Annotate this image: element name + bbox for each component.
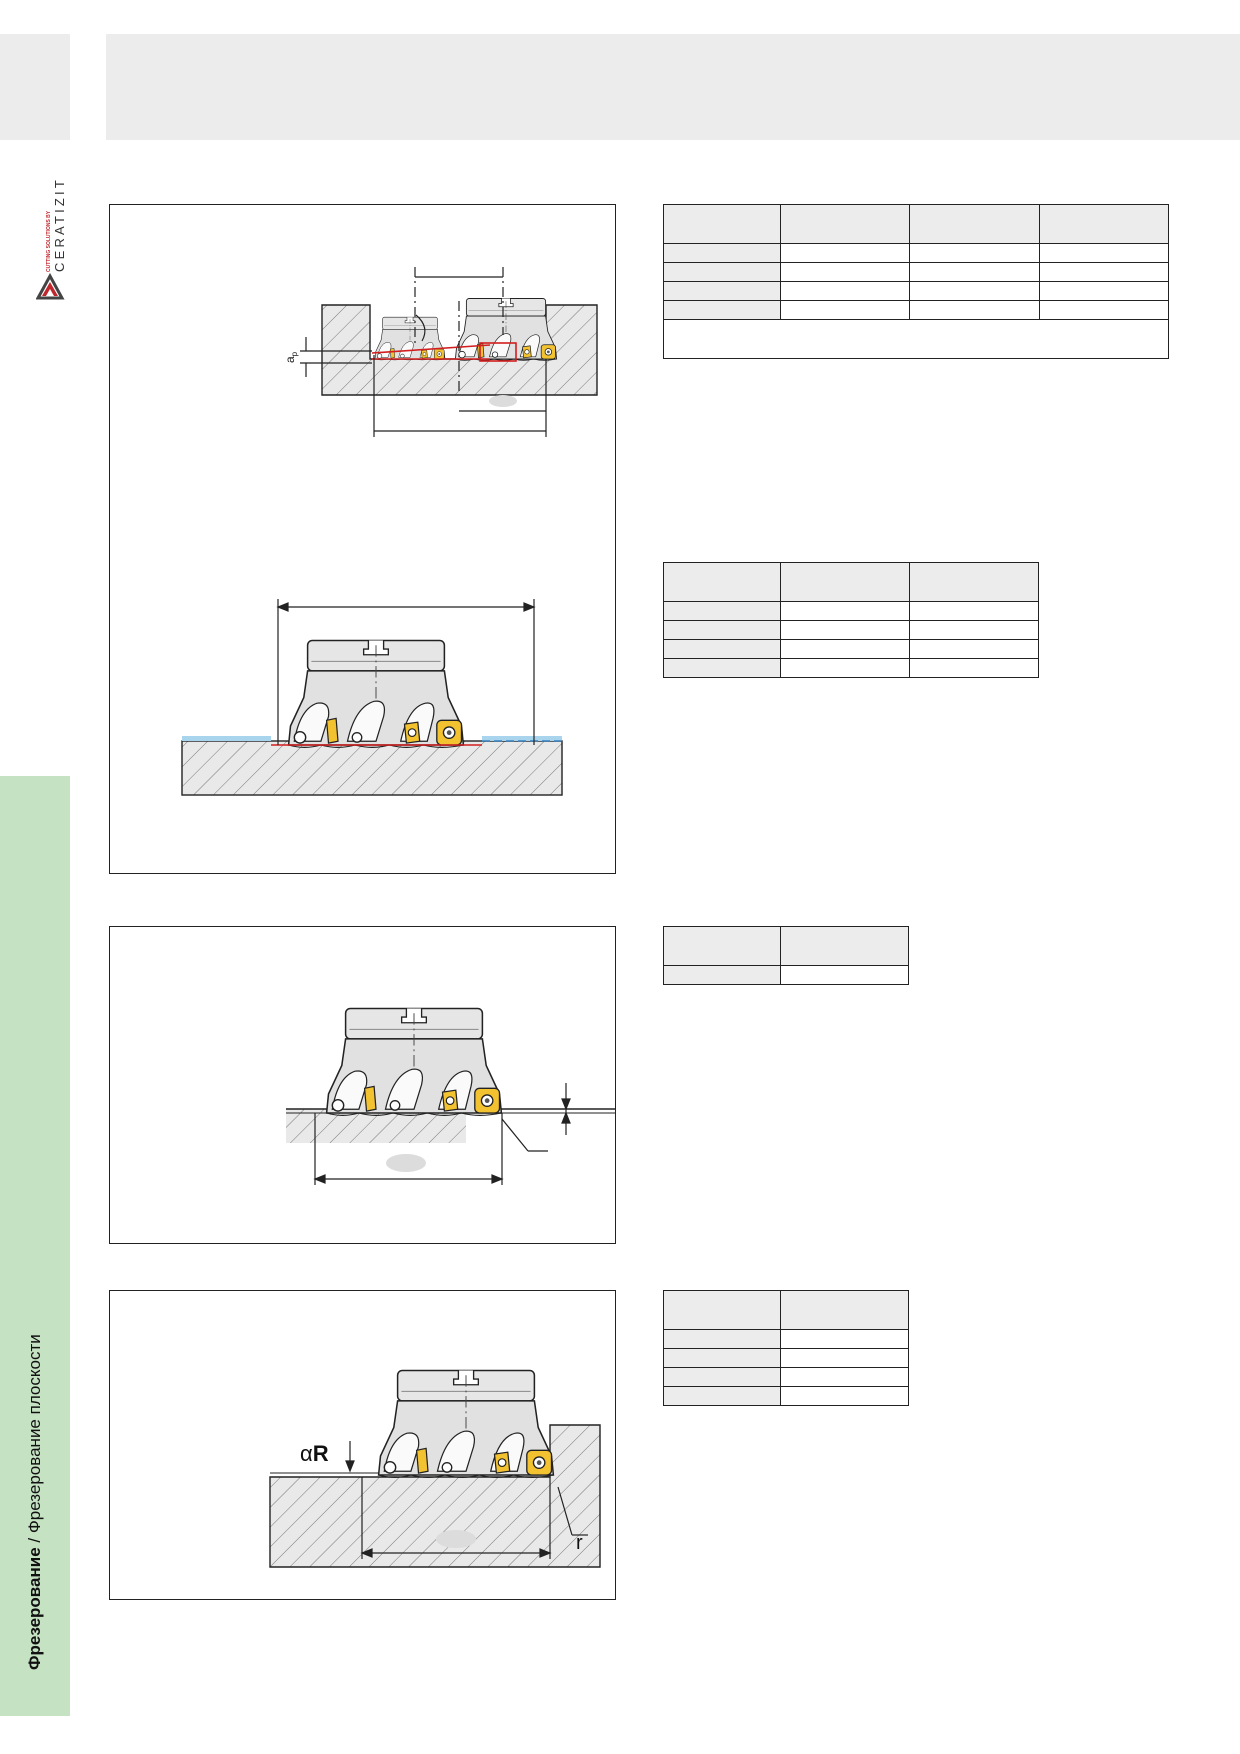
table-cell — [664, 927, 781, 966]
table-cell — [781, 244, 910, 263]
alpha-r-label: αR — [300, 1441, 329, 1466]
cutter-small-left — [375, 317, 445, 360]
table-cell — [781, 263, 910, 282]
diagram-face-milling-shoulder-depth — [109, 926, 616, 1244]
table-row — [664, 263, 1169, 282]
spec-table-2 — [663, 562, 1039, 678]
table-cell — [1039, 263, 1168, 282]
table-cell — [664, 1291, 781, 1330]
table-cell — [781, 563, 910, 602]
table-cell — [664, 263, 781, 282]
table-cell — [664, 1387, 781, 1406]
table-row — [664, 659, 1039, 678]
table-row — [664, 301, 1169, 320]
table-cell — [664, 1349, 781, 1368]
table-cell — [910, 621, 1039, 640]
table-header-row — [664, 1291, 909, 1330]
cutter-small-right — [455, 299, 556, 361]
table-cell — [664, 301, 781, 320]
table-cell — [664, 1330, 781, 1349]
table-cell — [781, 966, 909, 985]
table-cell — [664, 320, 1169, 359]
table-cell — [664, 205, 781, 244]
table-row — [664, 640, 1039, 659]
depth-label-ap: $a_p$ — [283, 351, 299, 363]
diagram-face-milling-corner-radius — [109, 1290, 616, 1600]
table-cell — [664, 640, 781, 659]
spec-table-1 — [663, 204, 1169, 359]
table-cell — [781, 301, 910, 320]
table-cell — [1039, 244, 1168, 263]
table-cell — [781, 205, 910, 244]
table-cell — [664, 244, 781, 263]
table-cell — [1039, 282, 1168, 301]
table-cell — [910, 563, 1039, 602]
table-cell — [910, 602, 1039, 621]
face-mill-cutter — [289, 641, 464, 748]
ceratizit-mark-icon — [38, 276, 62, 298]
spec-table-3 — [663, 926, 909, 985]
placeholder-oval — [489, 395, 517, 407]
table-cell — [910, 282, 1039, 301]
chapter-title-bold: Фрезерование — [25, 1547, 44, 1670]
table-header-row — [664, 927, 909, 966]
table-row — [664, 244, 1169, 263]
table-cell — [910, 244, 1039, 263]
table-cell — [781, 282, 910, 301]
placeholder-oval — [436, 1530, 476, 1548]
placeholder-oval — [386, 1154, 426, 1172]
table-header-row — [664, 563, 1039, 602]
chapter-title-separator: / — [25, 1533, 44, 1548]
table-cell — [781, 602, 910, 621]
table-cell — [910, 640, 1039, 659]
table-cell — [664, 659, 781, 678]
table-cell — [910, 263, 1039, 282]
table-row — [664, 1349, 909, 1368]
table-cell — [781, 640, 910, 659]
table-cell — [664, 602, 781, 621]
table-cell — [664, 563, 781, 602]
radius-label-r: r — [576, 1532, 583, 1554]
table-cell — [664, 282, 781, 301]
chapter-subtitle: Фрезерование плоскости — [25, 1334, 44, 1534]
face-mill-cutter — [379, 1371, 554, 1478]
table-cell — [781, 927, 909, 966]
table-cell — [910, 205, 1039, 244]
diagram-ramping-face-milling — [109, 204, 616, 874]
brand-tagline: CUTTING SOLUTIONS BY — [46, 210, 52, 272]
table-cell — [910, 301, 1039, 320]
ceratizit-logo — [36, 150, 76, 302]
table-cell — [781, 621, 910, 640]
table-row — [664, 621, 1039, 640]
sidebar-top-panel — [0, 34, 70, 140]
table-cell — [781, 1330, 909, 1349]
sidebar-chapter-title — [20, 770, 50, 1670]
face-mill-cutter — [327, 1009, 502, 1116]
table-cell — [781, 1387, 909, 1406]
table-cell — [664, 966, 781, 985]
table-row — [664, 966, 909, 985]
table-row — [664, 1368, 909, 1387]
table-cell — [1039, 301, 1168, 320]
table-cell — [664, 621, 781, 640]
spec-table-4 — [663, 1290, 909, 1406]
table-cell — [781, 1349, 909, 1368]
table-row — [664, 282, 1169, 301]
brand-name: CERATIZIT — [52, 177, 67, 272]
table-cell — [664, 1368, 781, 1387]
table-cell — [910, 659, 1039, 678]
table-cell — [781, 659, 910, 678]
table-note-row — [664, 320, 1169, 359]
table-cell — [781, 1291, 909, 1330]
header-band — [106, 34, 1240, 140]
table-cell — [1039, 205, 1168, 244]
table-cell — [781, 1368, 909, 1387]
table-row — [664, 1330, 909, 1349]
table-row — [664, 602, 1039, 621]
table-row — [664, 1387, 909, 1406]
table-header-row — [664, 205, 1169, 244]
